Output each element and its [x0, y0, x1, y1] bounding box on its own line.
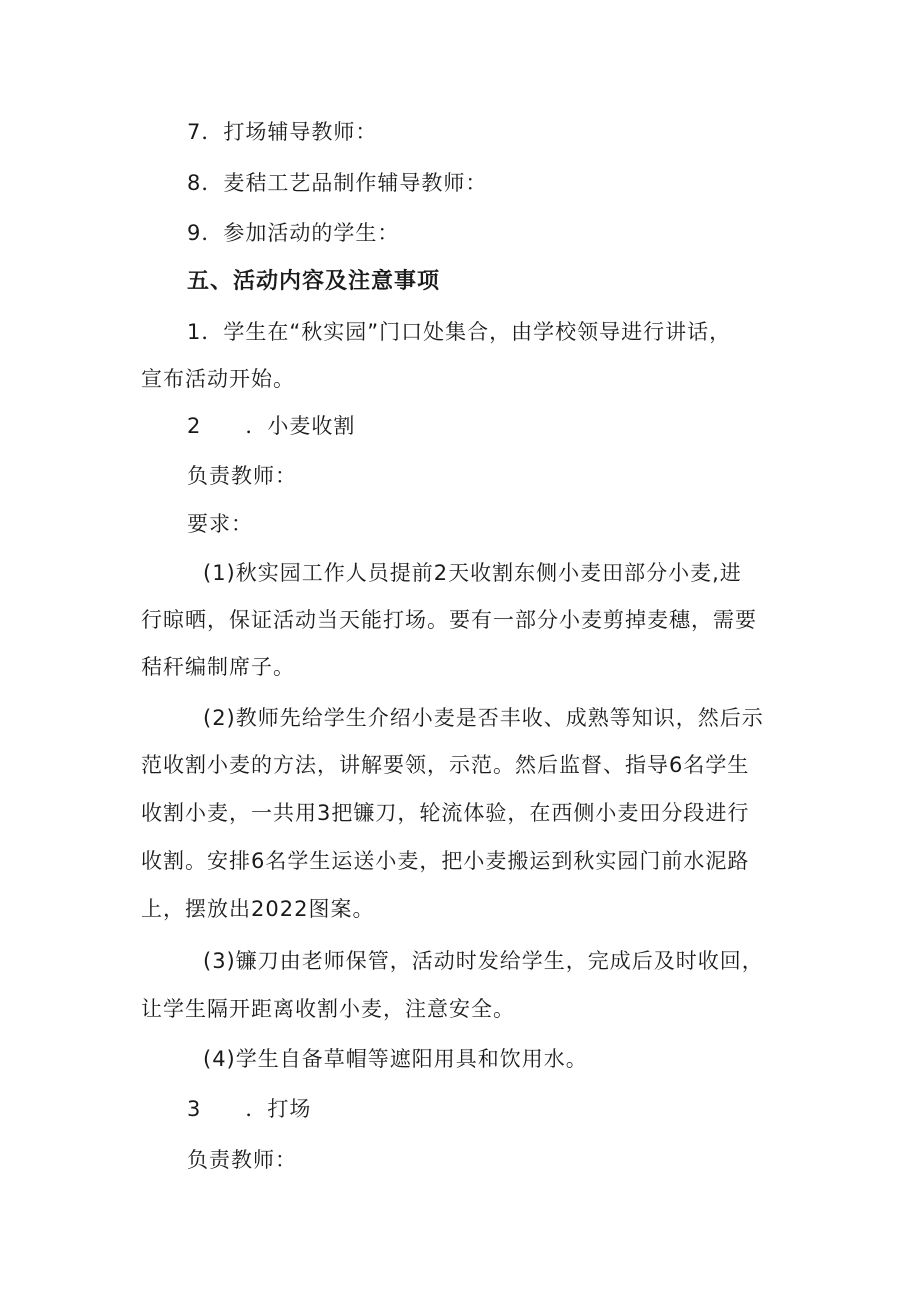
requirement-4-line-1: (4)学生自备草帽等遮阳用具和饮用水。 — [203, 1047, 588, 1071]
requirements-label: 要求： — [187, 512, 253, 536]
requirement-3-line-2: 让学生隔开距离收割小麦，注意安全。 — [141, 997, 515, 1021]
requirement-3-line-1: (3)镰刀由老师保管，活动时发给学生，完成后及时收回， — [203, 949, 764, 973]
requirement-2-line-3: 收割小麦，一共用3把镰刀，轮流体验，在西侧小麦田分段进行 — [141, 801, 750, 825]
requirement-2-line-1: (2)教师先给学生介绍小麦是否丰收、成熟等知识，然后示 — [203, 706, 764, 730]
requirement-2-line-2: 范收割小麦的方法，讲解要领，示范。然后监督、指导6名学生 — [141, 753, 750, 777]
requirement-2-line-5: 上，摆放出2022图案。 — [141, 897, 375, 921]
item-3-number: 3 — [187, 1097, 202, 1121]
requirement-2-line-4: 收割。安排6名学生运送小麦，把小麦搬运到秋实园门前水泥路 — [141, 849, 750, 873]
item-2-title: ．小麦收割 — [245, 414, 356, 438]
item-3-title: ．打场 — [245, 1097, 312, 1121]
requirement-1-line-1: (1)秋实园工作人员提前2天收割东侧小麦田部分小麦,进 — [203, 561, 742, 585]
requirement-1-line-2: 行晾晒，保证活动当天能打场。要有一部分小麦剪掉麦穗，需要 — [141, 608, 757, 632]
responsible-teacher-label-1: 负责教师： — [187, 464, 297, 488]
paragraph-1-line-2: 宣布活动开始。 — [141, 367, 295, 391]
paragraph-1-line-1: 1．学生在“秋实园”门口处集合，由学校领导进行讲话， — [187, 320, 732, 344]
item-7-tractor-tutor: 7．打场辅导教师： — [187, 120, 378, 144]
item-9-participating-students: 9．参加活动的学生： — [187, 221, 400, 245]
requirement-1-line-3: 秸秆编制席子。 — [141, 655, 295, 679]
item-3-threshing — [187, 1094, 311, 1124]
section-heading-activity-content: 五、活动内容及注意事项 — [187, 269, 441, 294]
item-2-wheat-harvest — [187, 411, 355, 441]
item-8-straw-craft-tutor: 8．麦秸工艺品制作辅导教师： — [187, 171, 488, 195]
item-2-number: 2 — [187, 414, 202, 438]
responsible-teacher-label-2: 负责教师： — [187, 1148, 297, 1172]
